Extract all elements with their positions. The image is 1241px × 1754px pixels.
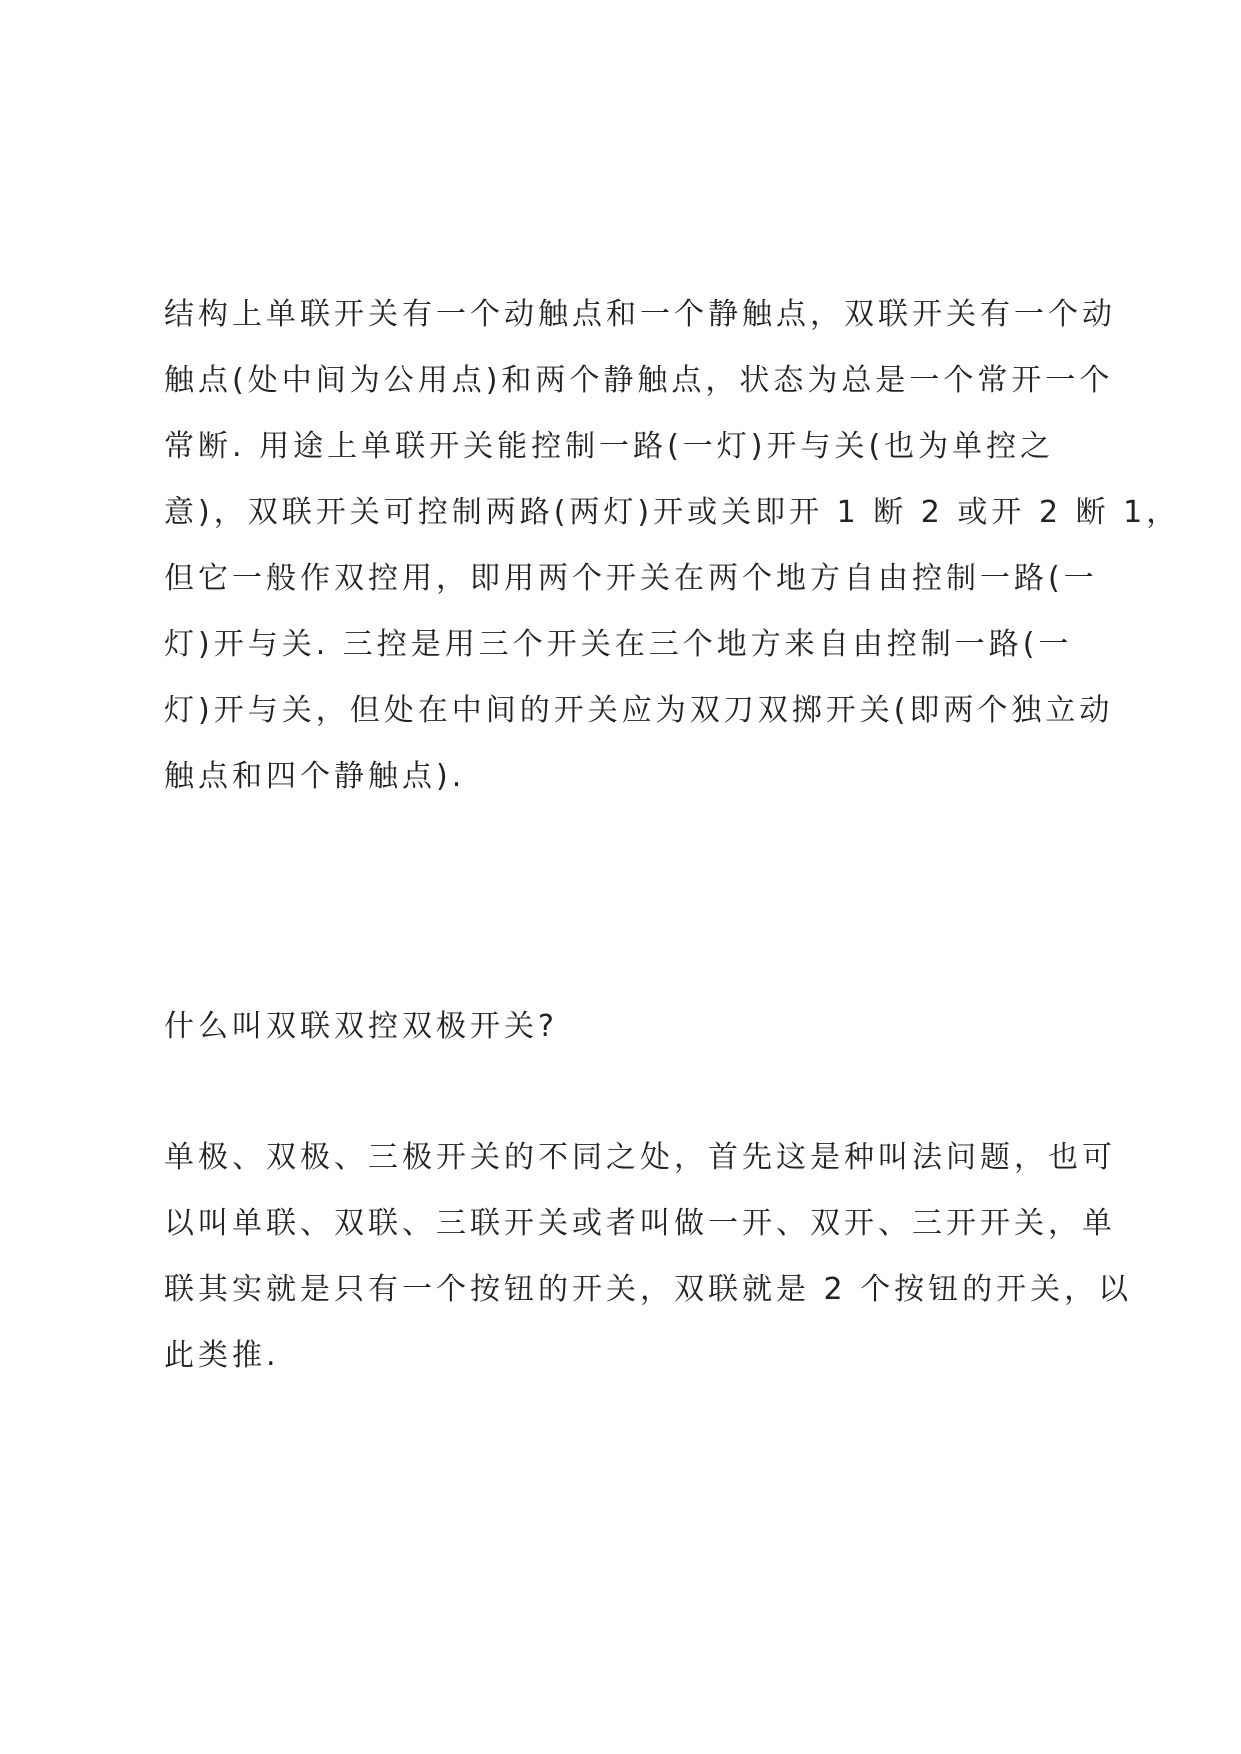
paragraph-1-line-2: 触点(处中间为公用点)和两个静触点，状态为总是一个常开一个 [164, 363, 1114, 398]
paragraph-2-line-3: 联其实就是只有一个按钮的开关，双联就是 2 个按钮的开关，以 [164, 1272, 1133, 1307]
paragraph-1-line-4: 意)，双联开关可控制两路(两灯)开或关即开 1 断 2 或开 2 断 1， [164, 495, 1181, 530]
paragraph-2-line-4: 此类推. [164, 1338, 280, 1373]
section-heading: 什么叫双联双控双极开关? [164, 1009, 558, 1044]
paragraph-1-line-8: 触点和四个静触点). [164, 759, 466, 794]
paragraph-1-line-6: 灯)开与关. 三控是用三个开关在三个地方来自由控制一路(一 [164, 627, 1073, 662]
paragraph-1-line-5: 但它一般作双控用，即用两个开关在两个地方自由控制一路(一 [164, 561, 1098, 596]
paragraph-1-line-3: 常断. 用途上单联开关能控制一路(一灯)开与关(也为单控之 [164, 429, 1055, 464]
paragraph-1-line-7: 灯)开与关，但处在中间的开关应为双刀双掷开关(即两个独立动 [164, 693, 1114, 728]
paragraph-2-line-2: 以叫单联、双联、三联开关或者叫做一开、双开、三开开关，单 [164, 1206, 1116, 1241]
paragraph-2-line-1: 单极、双极、三极开关的不同之处，首先这是种叫法问题，也可 [164, 1140, 1116, 1175]
paragraph-1-line-1: 结构上单联开关有一个动触点和一个静触点，双联开关有一个动 [164, 297, 1116, 332]
